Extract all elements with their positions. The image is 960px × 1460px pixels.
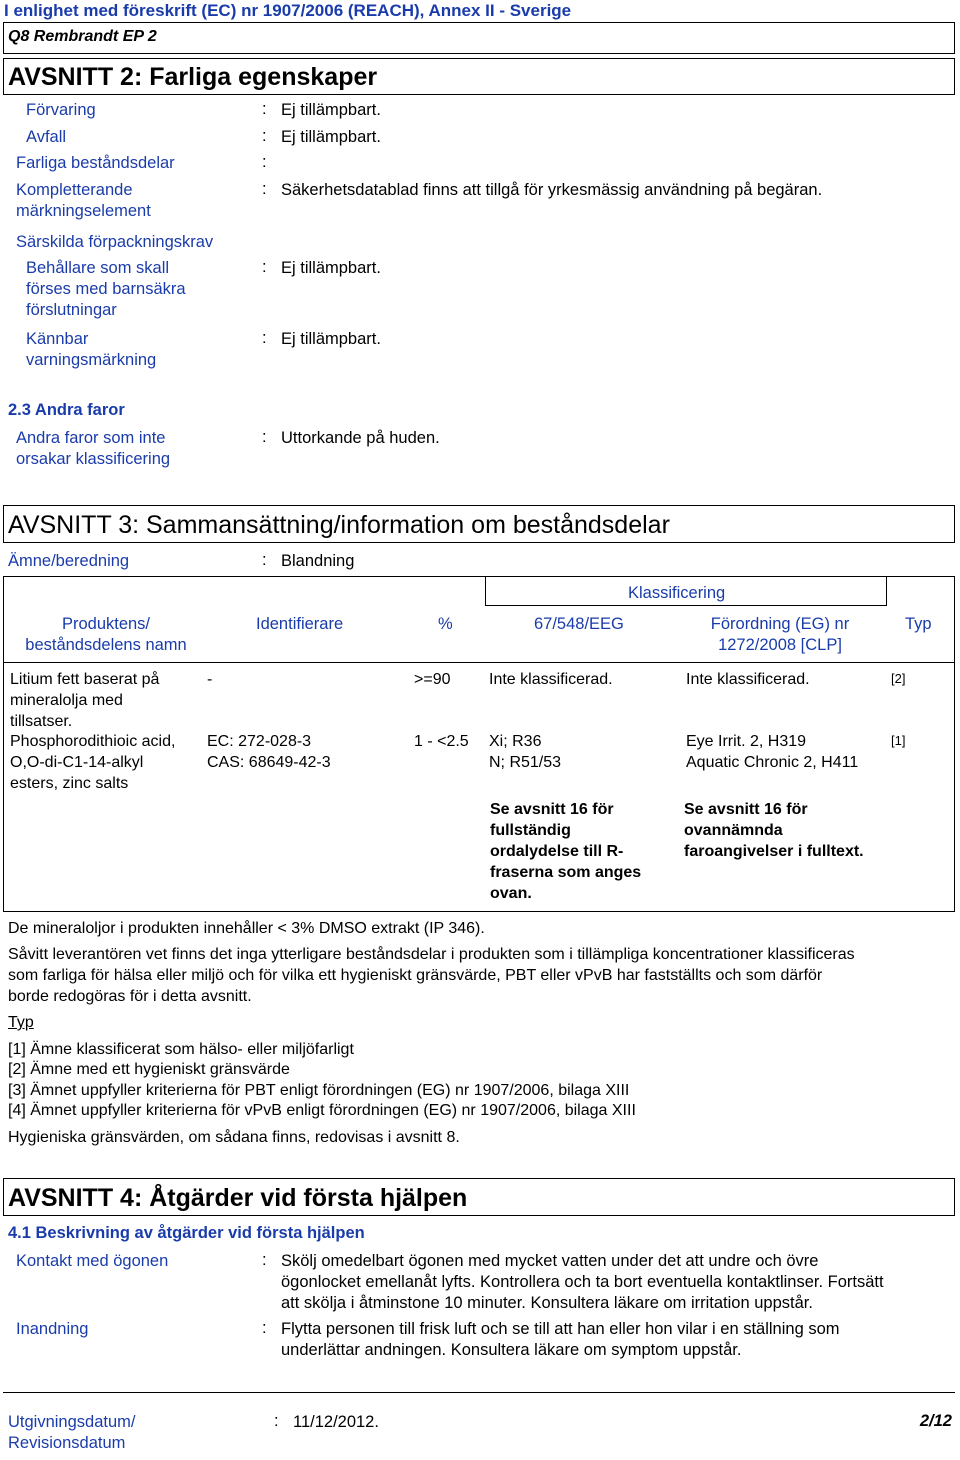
inhalation-text-line1: Flytta personen till frisk luft och se till att han eller hon vilar i en ställning som xyxy=(281,1320,840,1338)
storage-value: Ej tillämpbart. xyxy=(281,101,381,119)
supplementary-label-line2: märkningselement xyxy=(16,202,151,220)
colon: : xyxy=(262,1251,267,1269)
colon: : xyxy=(262,180,267,198)
row2-clp-line1: Eye Irrit. 2, H319 xyxy=(686,733,807,750)
row2-eeg-line1: Xi; R36 xyxy=(489,733,542,750)
col-name-line1: Produktens/ xyxy=(61,615,151,633)
note-eeg-line2: fullständig xyxy=(490,822,571,839)
other-hazards-heading: 2.3 Andra faror xyxy=(8,401,125,419)
colon: : xyxy=(262,428,267,446)
document-regulation-title: I enlighet med föreskrift (EC) nr 1907/2006 (REACH), Annex II - Sverige xyxy=(4,1,572,20)
product-name: Q8 Rembrandt EP 2 xyxy=(8,28,157,45)
col-type: Typ xyxy=(905,615,932,633)
tactile-warning-label-line2: varningsmärkning xyxy=(26,351,157,369)
supplier-note-line1: Såvitt leverantören vet finns det inga ytterligare beståndsdelar i produkten som i tillämpliga koncentrationer klassificeras xyxy=(8,946,855,963)
table-header-divider xyxy=(3,662,955,663)
product-name-box xyxy=(3,22,955,54)
colon: : xyxy=(262,1319,267,1337)
note-eeg-line4: fraserna som anges xyxy=(490,864,642,881)
row2-eeg-line2: N; R51/53 xyxy=(489,754,562,771)
child-resistant-value: Ej tillämpbart. xyxy=(281,259,381,277)
col-percent: % xyxy=(438,615,453,633)
special-packaging-label: Särskilda förpackningskrav xyxy=(16,233,214,251)
row1-percent: >=90 xyxy=(414,671,451,688)
note-clp-line2: ovannämnda xyxy=(684,822,783,839)
note-clp-line1: Se avsnitt 16 för xyxy=(684,801,808,818)
other-hazards-label-line2: orsakar klassificering xyxy=(16,450,171,468)
col-clp-line1: Förordning (EG) nr xyxy=(710,615,850,633)
mineral-oil-note: De mineraloljor i produkten innehåller < 3% DMSO extrakt (IP 346). xyxy=(8,920,485,937)
classification-header: Klassificering xyxy=(628,584,726,602)
substance-label: Ämne/beredning xyxy=(8,552,130,570)
row2-ec-number: EC: 272-028-3 xyxy=(207,733,312,750)
type-list-item: [3] Ämnet uppfyller kriterierna för PBT enligt förordningen (EG) nr 1907/2006, bilaga XIII xyxy=(8,1082,630,1099)
inhalation-label: Inandning xyxy=(16,1320,89,1338)
supplementary-label-line1: Kompletterande xyxy=(16,181,133,199)
eye-contact-text-line1: Skölj omedelbart ögonen med mycket vatten under det att undre och övre xyxy=(281,1252,819,1270)
note-eeg-line5: ovan. xyxy=(490,885,532,902)
col-clp-line2: 1272/2008 [CLP] xyxy=(718,636,842,654)
supplier-note-line2: som farliga för hälsa eller miljö och för vilka ett hygieniskt gränsvärde, PBT eller vPvB har fastställts och som därför xyxy=(8,967,823,984)
colon: : xyxy=(262,100,267,118)
row2-name-line3: esters, zinc salts xyxy=(10,775,129,792)
section-3-heading: AVSNITT 3: Sammansättning/information om beståndsdelar xyxy=(8,511,670,539)
row2-name-line1: Phosphorodithioic acid, xyxy=(10,733,176,750)
supplier-note-line3: borde redogöras för i detta avsnitt. xyxy=(8,988,252,1005)
row2-name-line2: O,O-di-C1-14-alkyl xyxy=(10,754,144,771)
revision-date-label-line1: Utgivningsdatum/ xyxy=(8,1413,136,1431)
tactile-warning-value: Ej tillämpbart. xyxy=(281,330,381,348)
waste-label: Avfall xyxy=(26,128,67,146)
note-eeg-line3: ordalydelse till R- xyxy=(490,843,624,860)
eye-contact-text-line3: att skölja i åtminstone 10 minuter. Konsultera läkare om irritation uppstår. xyxy=(281,1294,813,1312)
footer-divider xyxy=(3,1392,955,1393)
eye-contact-text-line2: ögonlocket emellanåt lyfts. Kontrollera och ta bort eventuella kontaktlinser. Fortsätt xyxy=(281,1273,884,1291)
row2-clp-line2: Aquatic Chronic 2, H411 xyxy=(686,754,859,771)
revision-date-label-line2: Revisionsdatum xyxy=(8,1434,126,1452)
child-resistant-label-line3: förslutningar xyxy=(26,301,117,319)
type-list-item: [2] Ämne med ett hygieniskt gränsvärde xyxy=(8,1061,290,1078)
tactile-warning-label-line1: Kännbar xyxy=(26,330,89,348)
col-name-line2: beståndsdelens namn xyxy=(25,636,187,654)
note-eeg-line1: Se avsnitt 16 för xyxy=(490,801,614,818)
colon: : xyxy=(274,1412,279,1430)
colon: : xyxy=(262,153,267,171)
row1-eeg: Inte klassificerad. xyxy=(489,671,613,688)
row2-percent: 1 - <2.5 xyxy=(414,733,469,750)
row2-type: [1] xyxy=(891,733,906,748)
hygiene-note: Hygieniska gränsvärden, om sådana finns, redovisas i avsnitt 8. xyxy=(8,1129,460,1146)
storage-label: Förvaring xyxy=(26,101,96,119)
type-heading: Typ xyxy=(8,1014,34,1031)
other-hazards-label-line1: Andra faror som inte xyxy=(16,429,166,447)
waste-value: Ej tillämpbart. xyxy=(281,128,381,146)
type-list-item: [4] Ämnet uppfyller kriterierna för vPvB enligt förordningen (EG) nr 1907/2006, bilaga XIII xyxy=(8,1102,636,1119)
section-2-heading: AVSNITT 2: Farliga egenskaper xyxy=(8,63,378,91)
supplementary-value: Säkerhetsdatablad finns att tillgå för yrkesmässig användning på begäran. xyxy=(281,181,823,199)
row1-type: [2] xyxy=(891,671,906,686)
other-hazards-value: Uttorkande på huden. xyxy=(281,429,440,447)
colon: : xyxy=(262,551,267,569)
first-aid-subheading: 4.1 Beskrivning av åtgärder vid första hjälpen xyxy=(8,1224,365,1242)
row2-cas-number: CAS: 68649-42-3 xyxy=(207,754,331,771)
row1-name-line2: mineralolja med xyxy=(10,692,123,709)
row1-name-line3: tillsatser. xyxy=(10,713,73,730)
revision-date-value: 11/12/2012. xyxy=(293,1413,379,1431)
note-clp-line3: faroangivelser i fulltext. xyxy=(684,843,864,860)
colon: : xyxy=(262,258,267,276)
section-4-heading: AVSNITT 4: Åtgärder vid första hjälpen xyxy=(8,1184,468,1212)
col-identifier: Identifierare xyxy=(256,615,344,633)
colon: : xyxy=(262,127,267,145)
child-resistant-label-line2: förses med barnsäkra xyxy=(26,280,186,298)
row1-name-line1: Litium fett baserat på xyxy=(10,671,160,688)
hazardous-components-label: Farliga beståndsdelar xyxy=(16,154,175,172)
page-number: 2/12 xyxy=(919,1412,952,1430)
col-eeg: 67/548/EEG xyxy=(534,615,624,633)
row1-identifier: - xyxy=(207,671,213,688)
inhalation-text-line2: underlättar andningen. Konsultera läkare om symptom uppstår. xyxy=(281,1341,742,1359)
child-resistant-label-line1: Behållare som skall xyxy=(26,259,170,277)
substance-value: Blandning xyxy=(281,552,355,570)
type-list-item: [1] Ämne klassificerat som hälso- eller miljöfarligt xyxy=(8,1041,354,1058)
eye-contact-label: Kontakt med ögonen xyxy=(16,1252,169,1270)
colon: : xyxy=(262,329,267,347)
row1-clp: Inte klassificerad. xyxy=(686,671,810,688)
